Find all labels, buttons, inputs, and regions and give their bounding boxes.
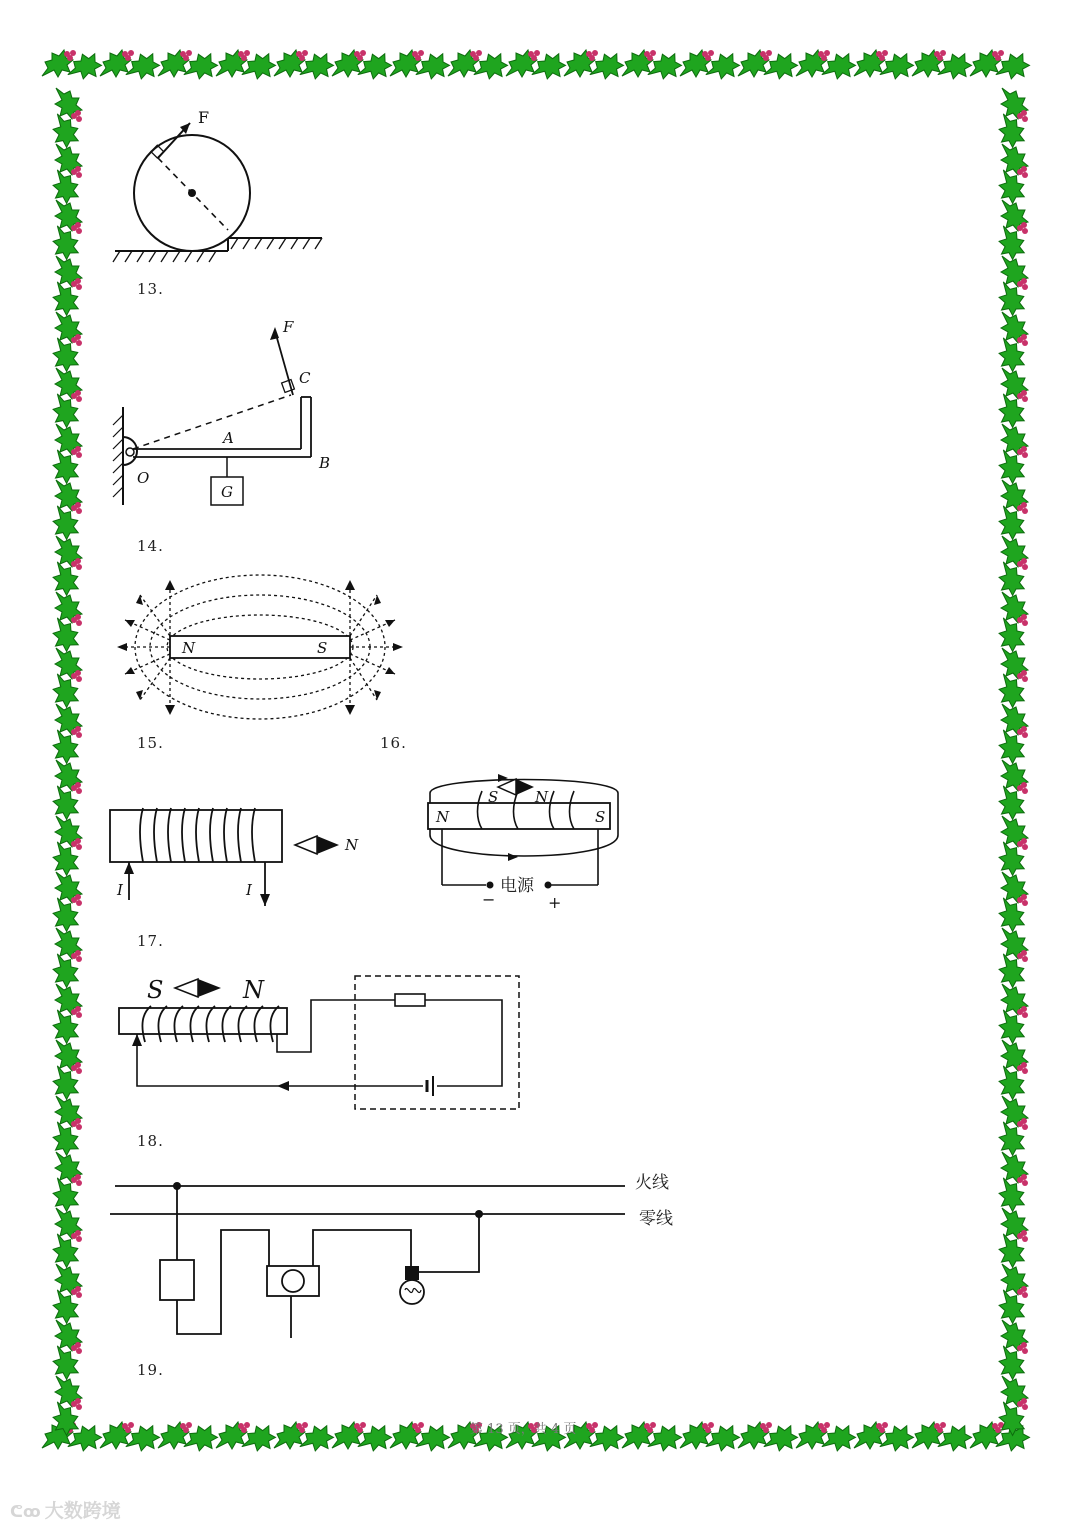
watermark [10,1496,121,1523]
holly-ornament [796,49,858,82]
holly-ornament [50,760,83,822]
holly-ornament [50,704,83,766]
holly-ornament [996,928,1029,990]
point-c-label: C [299,369,311,387]
holly-ornament [50,1208,83,1270]
holly-ornament [50,256,83,318]
holly-ornament [332,1421,394,1454]
holly-ornament [996,1264,1029,1326]
force-label: F [198,108,210,127]
holly-ornament [390,1421,452,1454]
holly-ornament [996,1152,1029,1214]
figure-18-solenoid-circuit [105,968,525,1113]
holly-ornament [50,312,83,374]
holly-ornament [50,648,83,710]
holly-ornament [50,144,83,206]
point-o-label: O [137,469,150,487]
holly-ornament [996,88,1029,150]
question-number-14: 14. [137,537,164,555]
watermark-text: 大数跨境 [44,1500,121,1522]
holly-ornament [996,648,1029,710]
figure-15-bar-magnet-field [105,570,415,725]
holly-ornament [996,256,1029,318]
current-right-label: I [246,881,252,899]
neutral-wire-label: 零线 [639,1209,673,1229]
holly-ornament [50,536,83,598]
holly-ornament [996,480,1029,542]
holly-ornament [738,1421,800,1454]
holly-right-column [996,88,1029,1438]
holly-ornament [970,49,1032,82]
plus-label: + [548,893,562,910]
holly-ornament [50,1152,83,1214]
force-label: F [283,318,294,336]
watermark-logo-icon: ᕦꝏ [10,1502,41,1521]
power-source-label: 电源 [500,876,534,896]
holly-ornament [680,49,742,82]
holly-ornament [996,424,1029,486]
pole-n-label: N [182,639,196,657]
holly-ornament [996,760,1029,822]
holly-ornament [158,49,220,82]
holly-ornament [50,592,83,654]
holly-ornament [216,49,278,82]
holly-ornament [50,1096,83,1158]
holly-ornament [996,1320,1029,1382]
holly-ornament [50,368,83,430]
holly-ornament [996,1096,1029,1158]
holly-ornament [996,984,1029,1046]
holly-ornament [50,816,83,878]
holly-ornament [274,49,336,82]
question-number-19: 19. [137,1361,164,1379]
holly-ornament [680,1421,742,1454]
coil-pole-s-label: S [488,788,499,806]
holly-ornament [996,872,1029,934]
holly-ornament [622,1421,684,1454]
minus-label: − [482,890,496,909]
holly-ornament [996,1376,1029,1438]
holly-ornament [996,144,1029,206]
figure-17-solenoid [105,800,375,912]
holly-ornament [50,88,83,150]
holly-ornament [50,1264,83,1326]
holly-ornament [158,1421,220,1454]
holly-ornament [854,49,916,82]
holly-ornament [506,49,568,82]
pole-s-label: S [317,639,328,657]
holly-ornament [448,49,510,82]
holly-ornament [996,536,1029,598]
holly-ornament [390,49,452,82]
page-footer: 第 13 页，共 4 页 [470,1422,577,1437]
holly-ornament [738,49,800,82]
holly-ornament [274,1421,336,1454]
point-a-label: A [223,429,234,447]
question-number-17: 17. [137,932,164,950]
figure-13-wheel-step [110,105,330,270]
question-number-16: 16. [380,734,407,752]
holly-ornament [50,984,83,1046]
figure-19-household-wiring [105,1162,705,1342]
holly-ornament [564,49,626,82]
holly-ornament [996,200,1029,262]
holly-left-column [50,88,83,1438]
holly-ornament [622,49,684,82]
holly-ornament [996,1040,1029,1102]
weight-label: G [221,483,233,501]
live-wire-label: 火线 [635,1173,669,1193]
holly-ornament [796,1421,858,1454]
holly-ornament [100,49,162,82]
holly-ornament [50,1320,83,1382]
holly-ornament [50,928,83,990]
holly-ornament [996,368,1029,430]
pole-s-label: S [147,976,164,1004]
holly-ornament [912,49,974,82]
holly-ornament [42,49,104,82]
holly-ornament [854,1421,916,1454]
holly-ornament [50,424,83,486]
holly-ornament [100,1421,162,1454]
holly-ornament [216,1421,278,1454]
figure-16-coil-magnet-source [418,765,628,910]
question-number-13: 13. [137,280,164,298]
magnet-n-label: N [436,808,450,826]
holly-ornament [996,312,1029,374]
magnet-s-label: S [595,808,606,826]
needle-n-label: N [345,836,359,854]
holly-ornament [50,872,83,934]
holly-ornament [996,1208,1029,1270]
current-left-label: I [117,881,123,899]
holly-ornament [50,1040,83,1102]
holly-ornament [332,49,394,82]
question-number-15: 15. [137,734,164,752]
coil-pole-n-label: N [535,788,549,806]
holly-ornament [996,816,1029,878]
holly-ornament [50,200,83,262]
holly-top-row [42,49,1032,82]
holly-ornament [996,704,1029,766]
figure-14-bent-lever [105,315,345,510]
pole-n-label: N [243,976,264,1004]
holly-ornament [996,592,1029,654]
holly-ornament [50,480,83,542]
point-b-label: B [319,454,331,472]
holly-ornament [912,1421,974,1454]
question-number-18: 18. [137,1132,164,1150]
